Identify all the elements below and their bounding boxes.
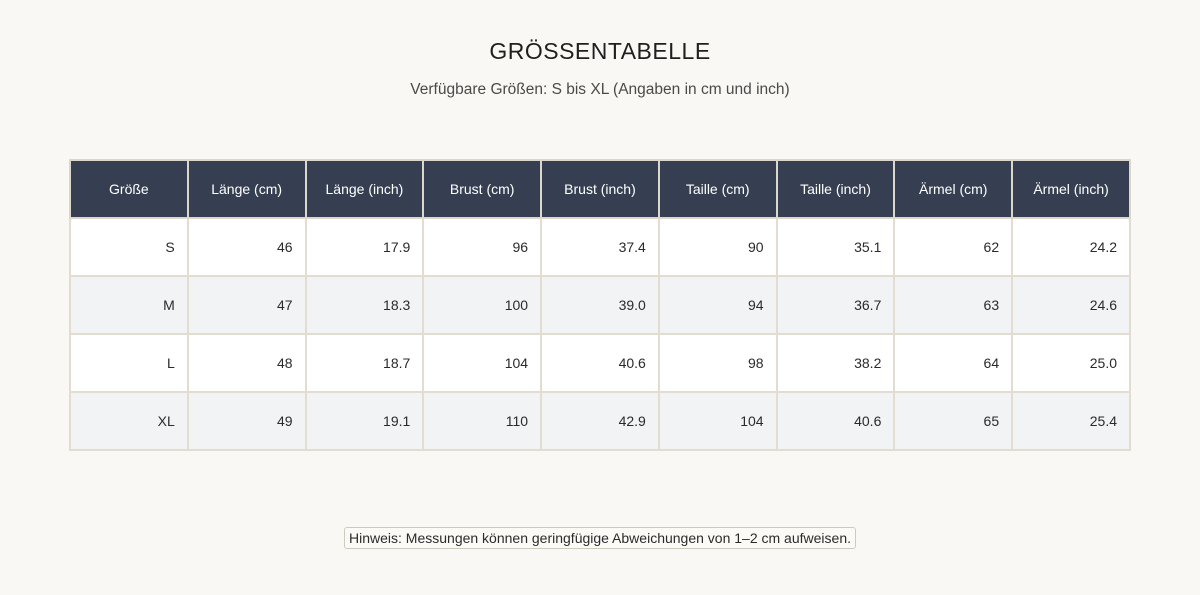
- cell-waist-cm: 104: [659, 392, 777, 450]
- cell-waist-inch: 38.2: [777, 334, 895, 392]
- column-header-waist-inch: Taille (inch): [777, 160, 895, 218]
- cell-sleeve-cm: 63: [894, 276, 1012, 334]
- cell-length-cm: 48: [188, 334, 306, 392]
- cell-length-inch: 18.7: [306, 334, 424, 392]
- cell-size: M: [70, 276, 188, 334]
- note-container: [0, 527, 1200, 549]
- cell-sleeve-inch: 24.6: [1012, 276, 1130, 334]
- column-header-sleeve-cm: Ärmel (cm): [894, 160, 1012, 218]
- cell-chest-cm: 96: [423, 218, 541, 276]
- cell-waist-cm: 90: [659, 218, 777, 276]
- cell-chest-cm: 100: [423, 276, 541, 334]
- cell-chest-inch: 40.6: [541, 334, 659, 392]
- cell-sleeve-inch: 25.4: [1012, 392, 1130, 450]
- column-header-waist-cm: Taille (cm): [659, 160, 777, 218]
- cell-waist-cm: 98: [659, 334, 777, 392]
- cell-waist-inch: 36.7: [777, 276, 895, 334]
- cell-chest-inch: 37.4: [541, 218, 659, 276]
- cell-length-inch: 17.9: [306, 218, 424, 276]
- cell-size: S: [70, 218, 188, 276]
- table-row-xl: [70, 392, 1130, 450]
- cell-size: XL: [70, 392, 188, 450]
- size-table: [69, 159, 1131, 451]
- column-header-sleeve-inch: Ärmel (inch): [1012, 160, 1130, 218]
- cell-chest-cm: 110: [423, 392, 541, 450]
- cell-waist-inch: 40.6: [777, 392, 895, 450]
- cell-length-cm: 46: [188, 218, 306, 276]
- cell-length-cm: 47: [188, 276, 306, 334]
- cell-length-inch: 19.1: [306, 392, 424, 450]
- cell-sleeve-inch: 24.2: [1012, 218, 1130, 276]
- table-header-row: [70, 160, 1130, 218]
- cell-sleeve-cm: 64: [894, 334, 1012, 392]
- page-title: GRÖSSENTABELLE: [489, 38, 711, 64]
- cell-chest-inch: 42.9: [541, 392, 659, 450]
- cell-length-inch: 18.3: [306, 276, 424, 334]
- cell-sleeve-cm: 62: [894, 218, 1012, 276]
- table-row-s: [70, 218, 1130, 276]
- cell-waist-cm: 94: [659, 276, 777, 334]
- column-header-size: Größe: [70, 160, 188, 218]
- column-header-chest-cm: Brust (cm): [423, 160, 541, 218]
- table-row-m: [70, 276, 1130, 334]
- cell-waist-inch: 35.1: [777, 218, 895, 276]
- table-row-l: [70, 334, 1130, 392]
- column-header-length-inch: Länge (inch): [306, 160, 424, 218]
- cell-size: L: [70, 334, 188, 392]
- column-header-chest-inch: Brust (inch): [541, 160, 659, 218]
- cell-chest-cm: 104: [423, 334, 541, 392]
- column-header-length-cm: Länge (cm): [188, 160, 306, 218]
- cell-chest-inch: 39.0: [541, 276, 659, 334]
- measurement-note: Hinweis: Messungen können geringfügige Abweichungen von 1–2 cm aufweisen.: [344, 527, 856, 549]
- page-subtitle: Verfügbare Größen: S bis XL (Angaben in cm und inch): [410, 81, 790, 98]
- cell-length-cm: 49: [188, 392, 306, 450]
- cell-sleeve-inch: 25.0: [1012, 334, 1130, 392]
- cell-sleeve-cm: 65: [894, 392, 1012, 450]
